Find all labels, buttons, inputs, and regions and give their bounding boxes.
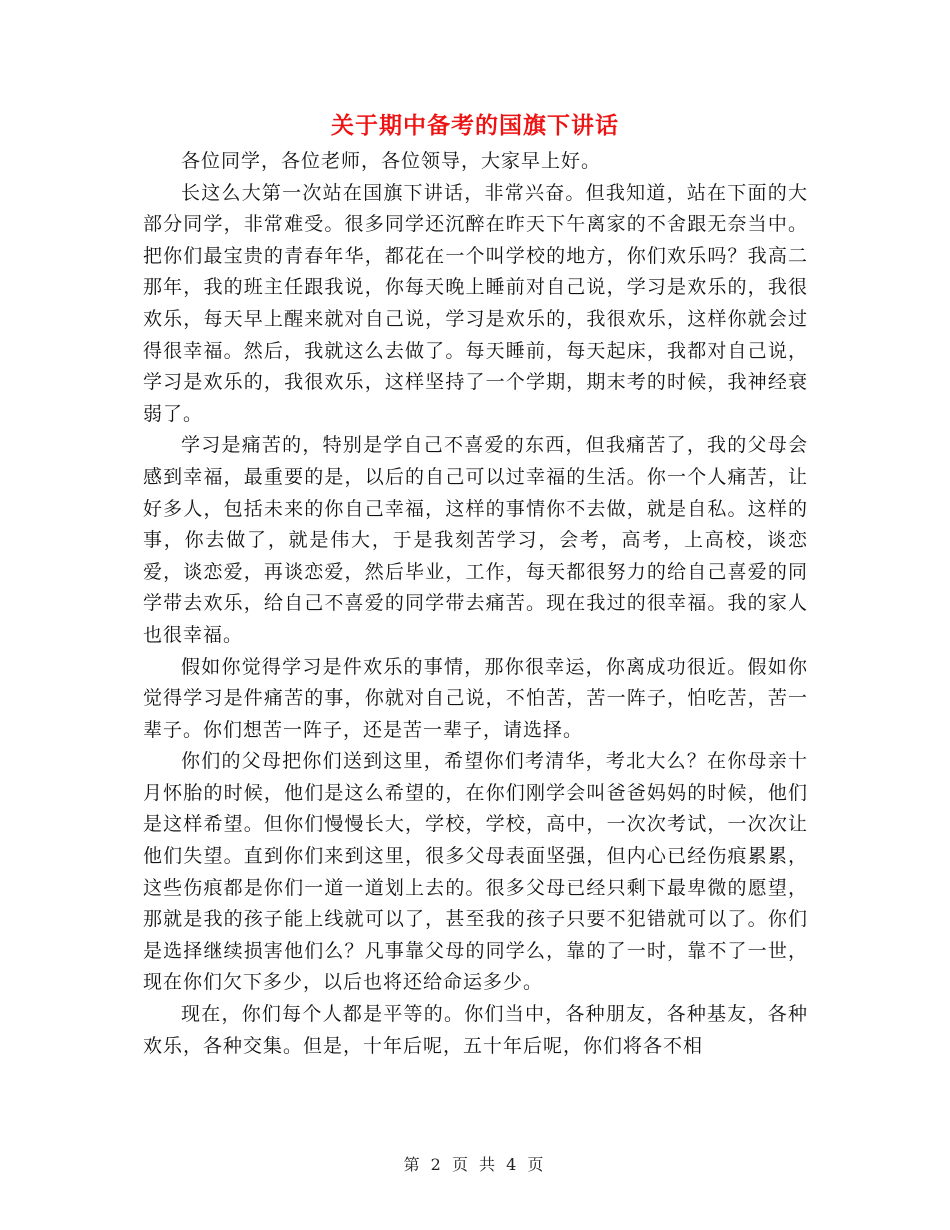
paragraph: 假如你觉得学习是件欢乐的事情，那你很幸运，你离成功很近。假如你觉得学习是件痛苦的事，你就对自己说，不怕苦，苦一阵子，怕吃苦，苦一辈子。你们想苦一阵子，还是苦一辈子，请选择。	[143, 655, 808, 741]
paragraph: 各位同学，各位老师，各位领导，大家早上好。	[181, 150, 602, 172]
paragraph: 你们的父母把你们送到这里，希望你们考清华，考北大么？在你母亲十月怀胎的时候，他们是这么希望的，在你们刚学会叫爸爸妈妈的时候，他们是这样希望。但你们慢慢长大，学校，学校，高中，一次次考试，一次次让他们失望。直到你们来到这里，很多父母表面坚强，但内心已经伤痕累累，这些伤痕都是你们一道一道划上去的。很多父母已经只剩下最卑微的愿望，那就是我的孩子能上线就可以了，甚至我的孩子只要不犯错就可以了。你们是选择继续损害他们么？凡事靠父母的同学么，靠的了一时，靠不了一世，现在你们欠下多少，以后也将还给命运多少。	[143, 750, 808, 994]
page-footer: 第 2 页 共 4 页	[403, 1155, 547, 1174]
paragraph: 现在，你们每个人都是平等的。你们当中，各种朋友，各种基友，各种欢乐，各种交集。但是，十年后呢，五十年后呢，你们将各不相	[143, 1003, 808, 1057]
document-title: 关于期中备考的国旗下讲话	[331, 112, 619, 139]
paragraph: 长这么大第一次站在国旗下讲话，非常兴奋。但我知道，站在下面的大部分同学，非常难受。很多同学还沉醉在昨天下午离家的不舍跟无奈当中。把你们最宝贵的青春年华，都花在一个叫学校的地方，你们欢乐吗？我高二那年，我的班主任跟我说，你每天晚上睡前对自己说，学习是欢乐的，我很欢乐，每天早上醒来就对自己说，学习是欢乐的，我很欢乐，这样你就会过得很幸福。然后，我就这么去做了。每天睡前，每天起床，我都对自己说，学习是欢乐的，我很欢乐，这样坚持了一个学期，期末考的时候，我神经衰弱了。	[143, 181, 808, 425]
paragraph: 学习是痛苦的，特别是学自己不喜爱的东西，但我痛苦了，我的父母会感到幸福，最重要的是，以后的自己可以过幸福的生活。你一个人痛苦，让好多人，包括未来的你自己幸福，这样的事情你不去做，就是自私。这样的事，你去做了，就是伟大，于是我刻苦学习，会考，高考，上高校，谈恋爱，谈恋爱，再谈恋爱，然后毕业，工作，每天都很努力的给自己喜爱的同学带去欢乐，给自己不喜爱的同学带去痛苦。现在我过的很幸福。我的家人也很幸福。	[143, 434, 808, 646]
document-body	[143, 146, 808, 1062]
